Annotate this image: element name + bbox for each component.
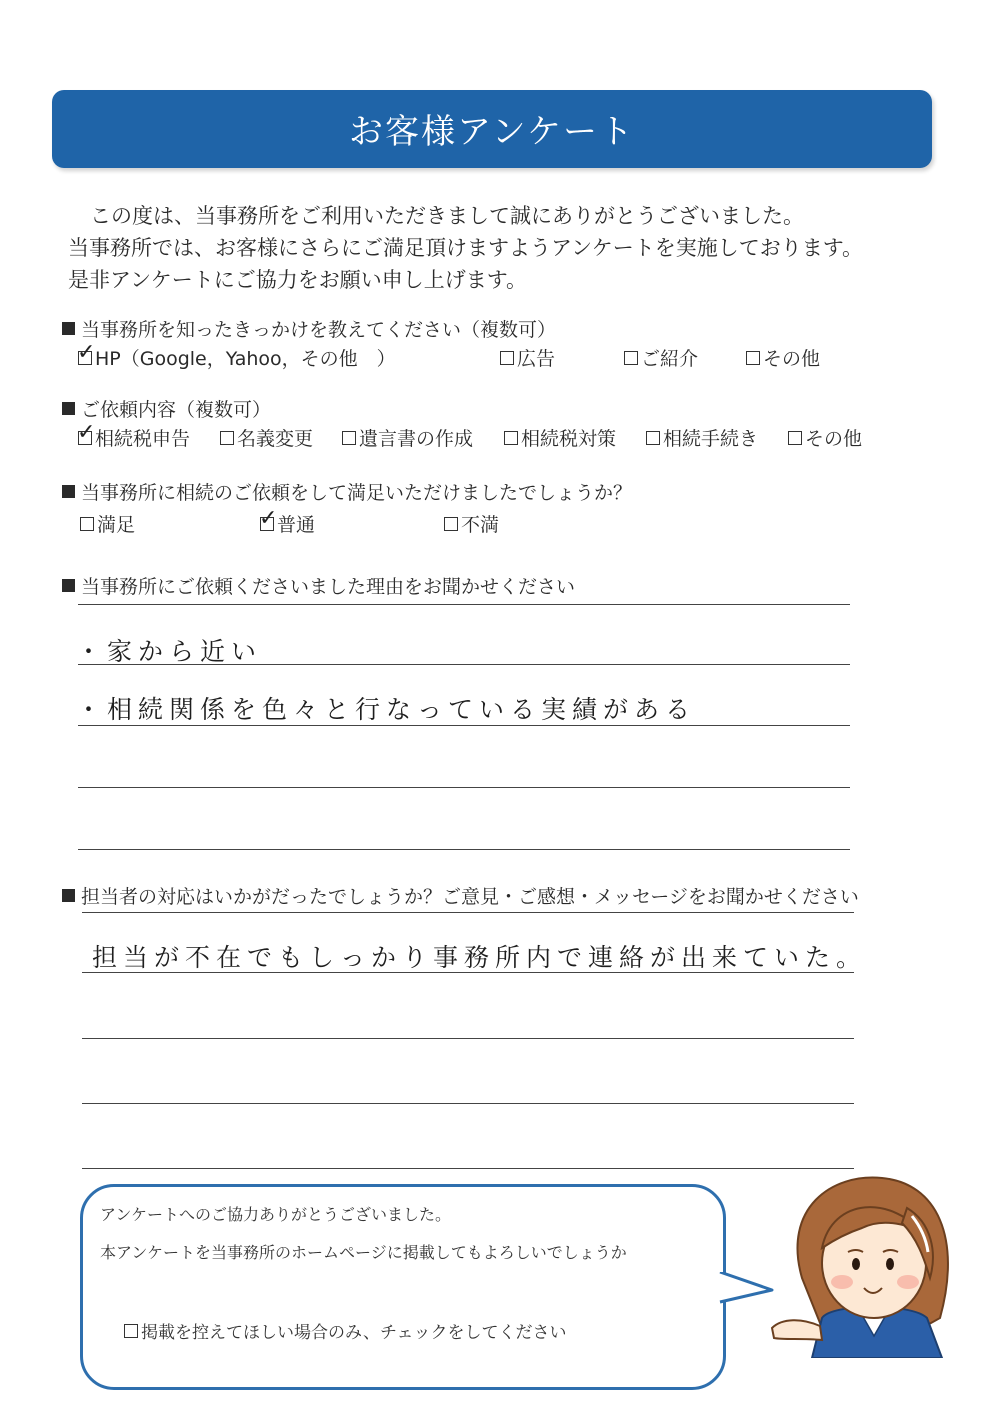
answer-line (82, 1038, 854, 1039)
checkbox[interactable] (788, 431, 802, 445)
title-banner (52, 90, 932, 168)
checkbox[interactable] (77, 420, 96, 445)
question-heading-staff-feedback: 担当者の対応はいかがだったでしょうか？ご意見・ご感想・メッセージをお聞かせください (62, 882, 859, 909)
option-dissatisfied[interactable]: 不満 (444, 510, 499, 537)
intro-line: この度は、当事務所をご利用いただきまして誠にありがとうございました。 (90, 204, 804, 228)
checkbox[interactable] (220, 431, 234, 445)
checkmark-icon: ✓ (77, 340, 96, 365)
answer-line (78, 787, 850, 788)
square-bullet-icon (62, 579, 75, 592)
answer-line (78, 664, 850, 665)
checkbox[interactable] (746, 351, 760, 365)
answer-line (78, 849, 850, 850)
question-heading-request-type: ご依頼内容（複数可） (62, 395, 271, 422)
option-other[interactable]: その他 (788, 424, 862, 451)
answer-line (78, 604, 850, 605)
answer-line (82, 1103, 854, 1104)
option-hp[interactable]: ✓ HP（Google，Yahoo，その他 ） (77, 340, 396, 370)
option-inheritance-procedures[interactable]: 相続手続き (646, 424, 758, 451)
checkbox[interactable] (624, 351, 638, 365)
option-other[interactable]: その他 (746, 344, 820, 371)
checkmark-icon: ✓ (77, 420, 96, 445)
question-heading-how-found: 当事務所を知ったきっかけを教えてください（複数可） (62, 315, 556, 342)
option-neutral[interactable]: ✓ 普通 (259, 506, 316, 536)
intro-line: 是非アンケートにご協力をお願い申し上げます。 (68, 268, 528, 292)
answer-line (82, 912, 854, 913)
option-satisfied[interactable]: 満足 (80, 510, 135, 537)
option-title-change[interactable]: 名義変更 (220, 424, 313, 451)
checkbox[interactable] (342, 431, 356, 445)
intro-line: 当事務所では、お客様にさらにご満足頂けますようアンケートを実施しております。 (68, 236, 864, 260)
handwritten-answer: 担当が不在でもしっかり事務所内で連絡が出来ていた。 (92, 943, 868, 972)
checkbox[interactable] (504, 431, 518, 445)
option-inheritance-tax-return[interactable]: ✓ 相続税申告 (77, 420, 191, 450)
square-bullet-icon (62, 485, 75, 498)
checkbox[interactable] (80, 517, 94, 531)
checkbox[interactable] (124, 1324, 138, 1338)
question-heading-satisfaction: 当事務所に相続のご依頼をして満足いただけましたでしょうか？ (62, 478, 632, 505)
answer-line (82, 1168, 854, 1169)
receptionist-illustration-icon (762, 1168, 962, 1358)
handwritten-answer: ・家から近い (76, 637, 263, 666)
checkbox[interactable] (646, 431, 660, 445)
intro-text (68, 200, 863, 296)
square-bullet-icon (62, 402, 75, 415)
answer-line (78, 725, 850, 726)
question-heading-reason: 当事務所にご依頼くださいました理由をお聞かせください (62, 572, 575, 599)
option-ad[interactable]: 広告 (500, 344, 555, 371)
bubble-question: 本アンケートを当事務所のホームページに掲載してもよろしいでしょうか (100, 1243, 627, 1262)
page-title: お客様アンケート (349, 112, 635, 152)
option-referral[interactable]: ご紹介 (624, 344, 698, 371)
option-will-drafting[interactable]: 遺言書の作成 (342, 424, 473, 451)
checkbox[interactable] (500, 351, 514, 365)
checkbox[interactable] (444, 517, 458, 531)
checkbox[interactable] (77, 340, 96, 365)
option-tax-planning[interactable]: 相続税対策 (504, 424, 616, 451)
publish-opt-out[interactable]: 掲載を控えてほしい場合のみ、チェックをしてください (124, 1318, 567, 1343)
bubble-thanks: アンケートへのご協力ありがとうございました。 (100, 1205, 452, 1224)
square-bullet-icon (62, 889, 75, 902)
square-bullet-icon (62, 322, 75, 335)
answer-line (82, 972, 854, 973)
checkmark-icon: ✓ (259, 506, 278, 531)
handwritten-answer: ・相続関係を色々と行なっている実績がある (76, 695, 697, 724)
checkbox[interactable] (259, 506, 278, 531)
